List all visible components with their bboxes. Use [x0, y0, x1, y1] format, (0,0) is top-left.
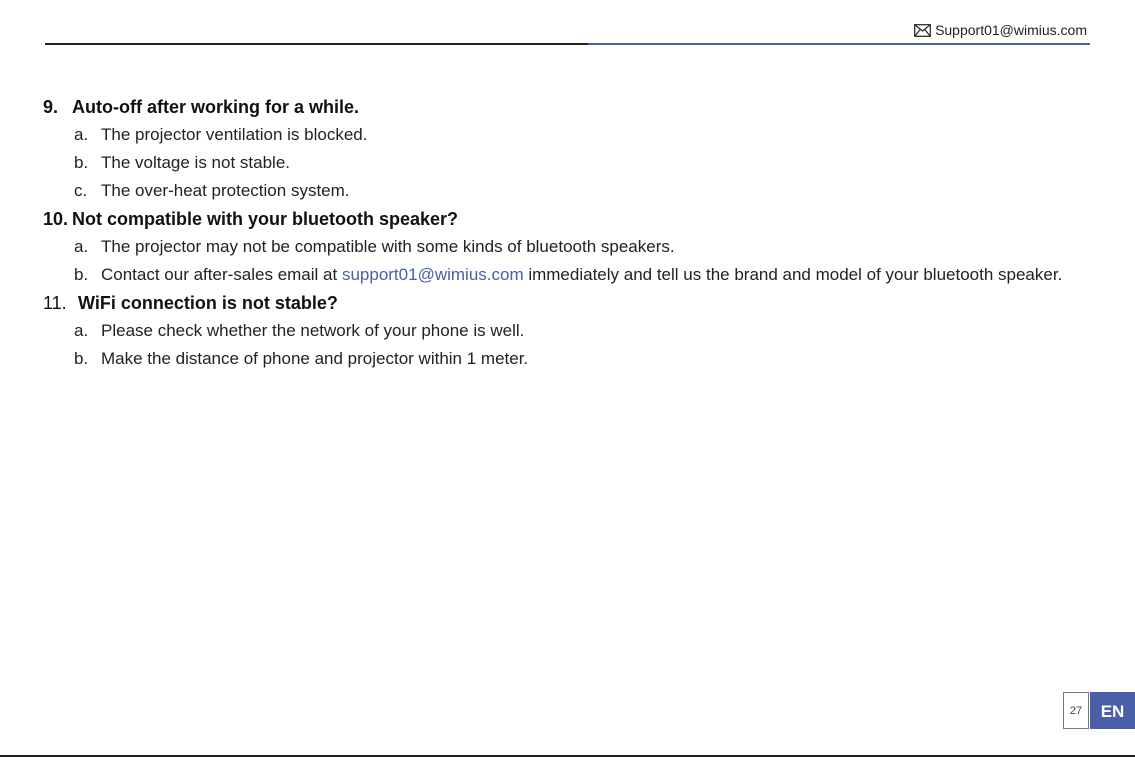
- section-11: [43, 289, 1093, 373]
- header-email-text: Support01@wimius.com: [935, 22, 1087, 38]
- answer-letter: a.: [74, 237, 89, 256]
- question-title: Auto-off after working for a while.: [72, 97, 359, 117]
- answer-letter: a.: [74, 125, 89, 144]
- answer-text: Make the distance of phone and projector within 1 meter.: [101, 349, 529, 368]
- question-heading: [43, 289, 1093, 317]
- answer-item: [43, 121, 1093, 149]
- troubleshooting-content: [43, 93, 1093, 373]
- language-tab: EN: [1090, 692, 1135, 729]
- section-9: [43, 93, 1093, 205]
- answer-item: [43, 233, 1093, 261]
- support-email-link[interactable]: support01@wimius.com: [341, 265, 524, 284]
- page-number: 27: [1063, 692, 1089, 729]
- question-number: 11.: [43, 293, 67, 313]
- answer-text: Please check whether the network of your phone is well.: [101, 321, 525, 340]
- answer-text: The projector ventilation is blocked.: [101, 125, 368, 144]
- answer-text: The voltage is not stable.: [101, 153, 291, 172]
- answer-text: The over-heat protection system.: [101, 181, 350, 200]
- answer-item: [43, 177, 1093, 205]
- header-rule-blue: [588, 43, 1090, 45]
- question-title: WiFi connection is not stable?: [78, 293, 338, 313]
- answer-text: The projector may not be compatible with some kinds of bluetooth speakers.: [101, 237, 675, 256]
- question-heading: [43, 93, 1093, 121]
- answer-letter: a.: [74, 321, 89, 340]
- answer-text-before: Contact our after-sales email at: [101, 265, 342, 284]
- question-number: 10.: [43, 209, 69, 229]
- answer-letter: c.: [74, 181, 88, 200]
- question-heading: [43, 205, 1093, 233]
- question-title: Not compatible with your bluetooth speaker?: [72, 209, 459, 229]
- answer-item: [43, 345, 1093, 373]
- answer-letter: b.: [74, 153, 89, 172]
- answer-text-after: immediately and tell us the brand and model of your bluetooth speaker.: [523, 265, 1063, 284]
- answer-item: [43, 261, 1093, 289]
- header-rule-dark: [45, 43, 588, 45]
- answer-letter: b.: [74, 349, 89, 368]
- answer-item: [43, 317, 1093, 345]
- answer-item: [43, 149, 1093, 177]
- header-email: [914, 22, 1087, 38]
- section-10: [43, 205, 1093, 289]
- question-number: 9.: [43, 97, 59, 117]
- answer-text: [101, 261, 1093, 289]
- envelope-icon: [914, 24, 931, 37]
- answer-letter: b.: [74, 265, 89, 284]
